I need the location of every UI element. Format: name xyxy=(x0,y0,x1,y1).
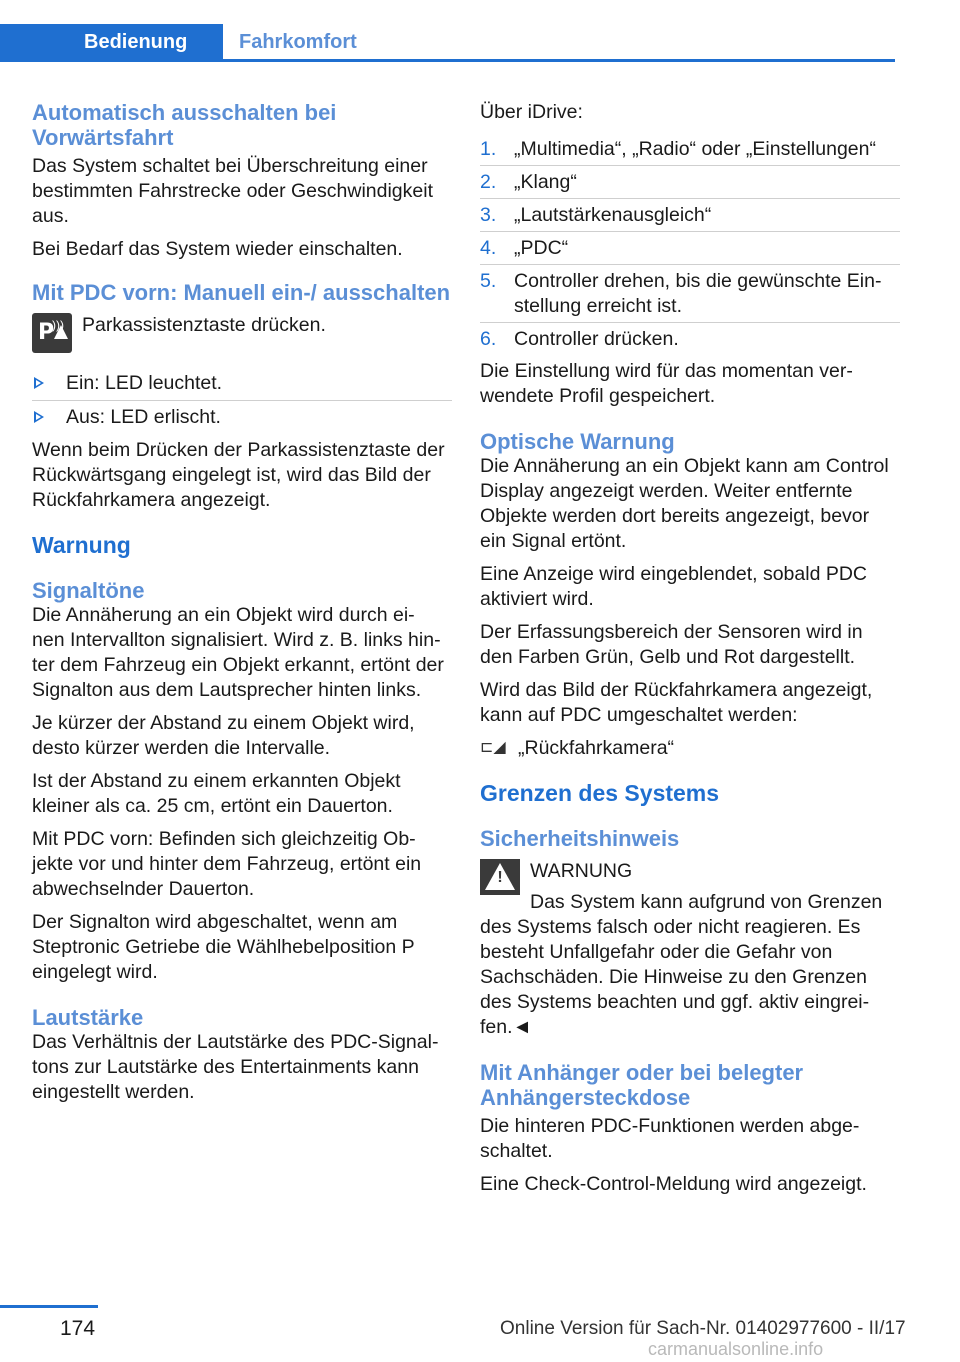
camera-text: „Rückfahrkamera“ xyxy=(518,737,675,759)
list-item: 3. „Lautstärkenausgleich“ xyxy=(480,199,900,232)
park-assist-button-icon: P ))) xyxy=(32,313,72,353)
paragraph: Mit PDC vorn: Befinden sich gleichzeitig Ob‐ jekte vor und hinter dem Fahrzeug, ertönt ein abwechselnder Dauerton. xyxy=(32,828,422,900)
warning-line: Das System kann aufgrund von Grenzen xyxy=(530,891,883,913)
left-column xyxy=(32,100,452,1105)
idrive-steps xyxy=(480,133,900,355)
led-status-list xyxy=(32,367,452,434)
paragraph: Bei Bedarf das System wieder einschalten. xyxy=(32,238,403,260)
chapter-tabs xyxy=(0,24,895,62)
page-number: 174 xyxy=(60,1317,96,1340)
paragraph: Ist der Abstand zu einem erkannten Objekt kleiner als ca. 25 cm, ertönt ein Dauerton. xyxy=(32,770,401,817)
heading-grenzen: Grenzen des Systems xyxy=(480,780,720,806)
watermark: carmanualsonline.info xyxy=(648,1339,824,1359)
triangle-bullet-icon xyxy=(34,411,44,423)
triangle-bullet-icon xyxy=(34,377,44,389)
online-version-note: Online Version für Sach-Nr. 01402977600 - II/17 xyxy=(500,1318,906,1339)
paragraph: Die hinteren PDC-Funktionen werden abge‐ schaltet. xyxy=(480,1115,860,1162)
paragraph: Je kürzer der Abstand zu einem Objekt wird, desto kürzer werden die Intervalle. xyxy=(32,712,415,759)
list-item: 4. „PDC“ xyxy=(480,232,900,265)
footer-rule xyxy=(0,1305,98,1308)
heading-auto-off: Automatisch ausschalten bei Vorwärtsfahrt xyxy=(32,100,337,150)
idrive-intro: Über iDrive: xyxy=(480,101,583,123)
paragraph: Eine Check-Control-Meldung wird angezeigt. xyxy=(480,1173,867,1195)
park-assist-instruction xyxy=(32,313,452,353)
paragraph: Die Einstellung wird für das momentan ver‐ wendete Profil gespeichert. xyxy=(480,360,853,407)
warning-triangle-icon: ! xyxy=(480,859,520,895)
heading-optische-warnung: Optische Warnung xyxy=(480,429,675,454)
tab-bedienung[interactable]: Bedienung xyxy=(0,24,223,60)
paragraph: Eine Anzeige wird eingeblendet, sobald PDC aktiviert wird. xyxy=(480,563,868,610)
paragraph: Wird das Bild der Rückfahrkamera angezeigt, kann auf PDC umgeschaltet werden: xyxy=(480,679,873,726)
warning-title: WARNUNG xyxy=(530,860,633,882)
list-item: 6. Controller drücken. xyxy=(480,328,679,350)
heading-warnung: Warnung xyxy=(32,532,131,558)
camera-instruction xyxy=(480,736,900,761)
heading-sicherheitshinweis: Sicherheitshinweis xyxy=(480,826,680,851)
paragraph: Die Annäherung an ein Objekt kann am Control Display angezeigt werden. Weiter entfernte Objekte werden dort bereits angezeigt, bevor ein Signal ertönt. xyxy=(480,455,889,552)
paragraph: Wenn beim Drücken der Parkassistenztaste der Rückwärtsgang eingelegt ist, wird das Bild der Rückfahrkamera angezeigt. xyxy=(32,439,445,511)
list-item: Aus: LED erlischt. xyxy=(32,401,452,434)
instruction-text: Parkassistenztaste drücken. xyxy=(82,314,326,336)
rear-camera-icon: ⊏◢ xyxy=(480,737,506,756)
paragraph: Der Signalton wird abgeschaltet, wenn am Steptronic Getriebe die Wählhebelposition P eingelegt wird. xyxy=(32,911,415,983)
heading-pdc-front: Mit PDC vorn: Manuell ein-/ ausschalten xyxy=(32,280,451,305)
paragraph: Die Annäherung an ein Objekt wird durch ei‐ nen Intervallton signalisiert. Wird z. B. links hin‐ ter dem Fahrzeug ein Objekt erkannt, ertönt der Signalton aus dem Lautsprecher hinten links. xyxy=(32,604,444,701)
list-item: 1. „Multimedia“, „Radio“ oder „Einstellungen“ xyxy=(480,133,900,166)
list-item: 2. „Klang“ xyxy=(480,166,900,199)
right-column xyxy=(480,100,900,1197)
tab-fahrkomfort[interactable]: Fahrkomfort xyxy=(239,31,357,53)
paragraph: Das Verhältnis der Lautstärke des PDC-Signal‐ tons zur Lautstärke des Entertainments kann eingestellt werden. xyxy=(32,1031,439,1103)
paragraph: Das System schaltet bei Überschreitung einer bestimmten Fahrstrecke oder Geschwindigkeit aus. xyxy=(32,155,433,227)
paragraph: Der Erfassungsbereich der Sensoren wird in den Farben Grün, Gelb und Rot dargestellt. xyxy=(480,621,863,668)
heading-lautstaerke: Lautstärke xyxy=(32,1005,144,1030)
list-item: 5. Controller drehen, bis die gewünschte Ein‐ stellung erreicht ist. xyxy=(480,265,900,323)
heading-signaltoene: Signaltöne xyxy=(32,578,145,603)
heading-anhaenger: Mit Anhänger oder bei belegter Anhängersteckdose xyxy=(480,1060,804,1110)
warning-block xyxy=(480,859,900,915)
warning-text: des Systems falsch oder nicht reagieren. Es besteht Unfallgefahr oder die Gefahr von Sachschäden. Die Hinweise zu den Grenzen des Systems beachten und ggf. aktiv eingrei‐ fen.◄ xyxy=(480,916,870,1038)
list-item: Ein: LED leuchtet. xyxy=(32,367,452,401)
